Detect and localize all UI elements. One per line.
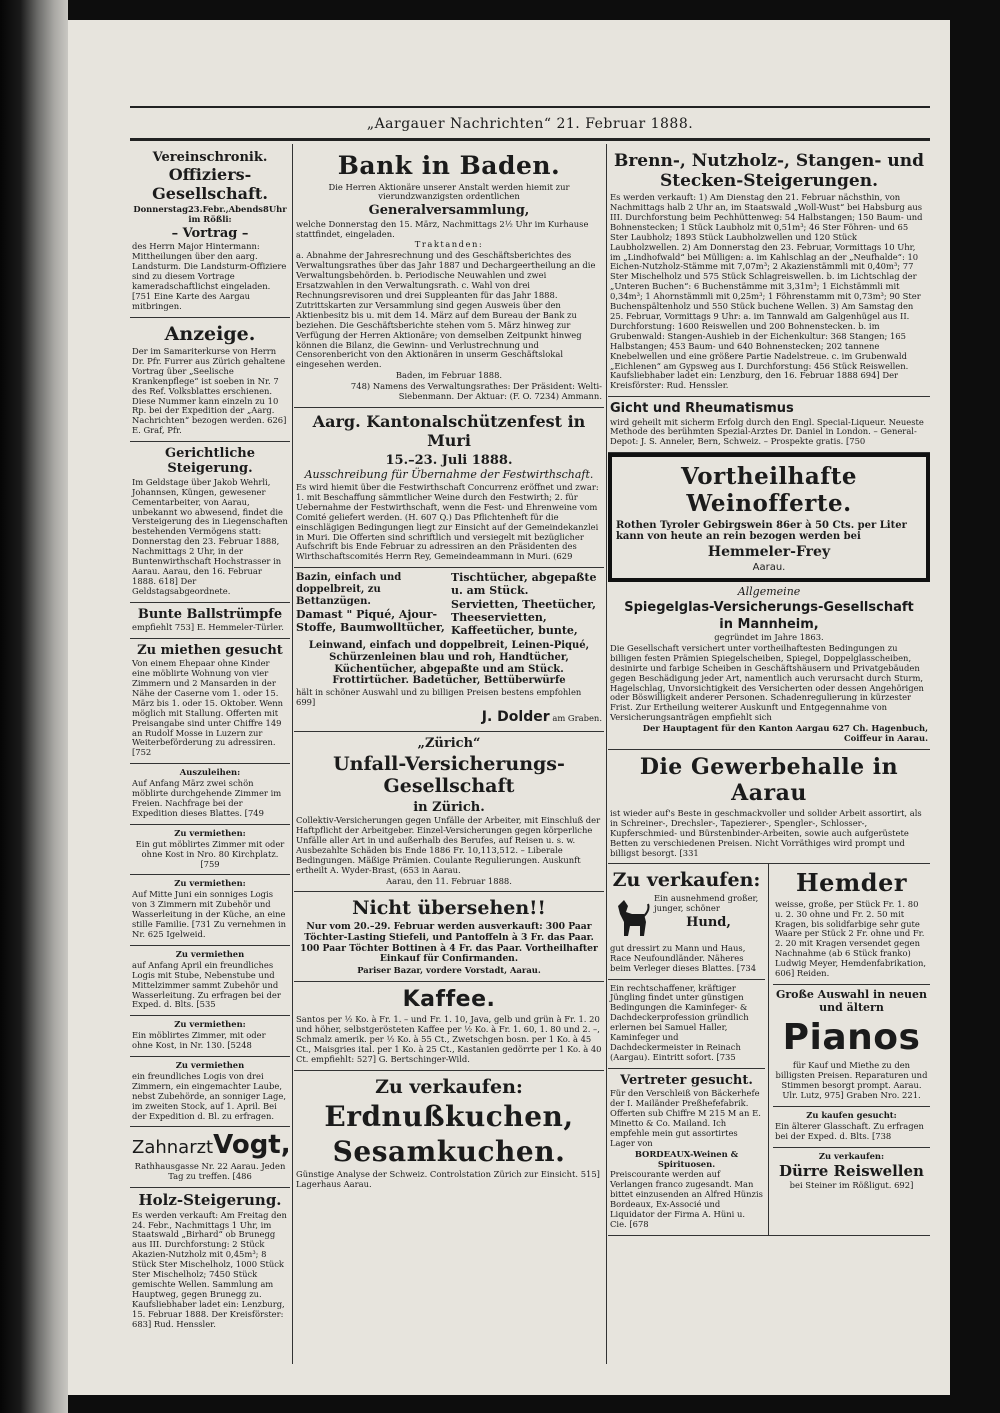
page-header: „Aargauer Nachrichten“ 21. Februar 1888. [366,116,694,132]
ad-text: BORDEAUX-Weinen & Spirituosen. [634,1148,739,1169]
ad-text: a. Abnahme der Jahresrechnung und des Geschäftsberichtes des Verwaltungsrathes über das Jahr 1887 und Dechargeertheilung an die Verwaltungsbehörden. b. Periodische Neuwahlen und zwei Ersatzwahlen in den Verwaltungsrath. c. Wahl von drei Rechnungsrevisoren und drei Suppleanten für das Jahr 1888. Zutrittskarten zur Versammlung sind gegen Ausweis über den Aktienbesitz bis u. mit dem 14. März auf dem Bureau der Bank zu beziehen. Die Geschäftsberichte stehen vom 5. März hinweg zur Verfügung der Herren Aktionäre; von demselben Zeitpunkt hinweg können die Bilanz, die Gewinn- und Verlustrechnung und Censorenbericht von den Aktionären in unserm Geschäftslokal eingesehen werden. [296,250,596,370]
ad-text: Es wird hiemit über die Festwirthschaft Concurrenz eröffnet und zwar: 1. mit Beschaffung sämmtlicher Weine durch den Festwirth; 2. für Uebernahme der Festwirthschaft, wenn die Fest- und Ehrenweine vom Comité geliefert werden. (H. 607 Q.) Das Pflichtenheft für die einschlägigen Bedingungen liegt zur Einsicht auf der Gemeindekanzlei in Muri. Die Offerten sind schriftlich und versiegelt mit bezüglicher Aufschrift bis Ende Februar zu adressiren an den Präsidenten des Wirthschaftscomités Herrn Rey, Gemeindeammann in Muri. (629 [296,482,599,562]
ad-heading: Zu vermiethen: [174,878,246,889]
ad-text: gut dressirt zu Mann und Haus, Race Neufoundländer. Näheres beim Verleger dieses Blattes. [734 [610,942,757,973]
ad-heading: Sesamkuchen. [332,1135,566,1169]
ad-erdnusskuchen [294,1071,604,1195]
ad-heading: Hemder [795,868,908,898]
ad-text: Preiscourante werden auf Verlangen franco zugesandt. Man bittet einzusenden an Alfred Hünzis Bordeaux, Ex-Associé und Liquidator der Firma A. Hüni u. Cie. [678 [610,1169,763,1229]
ad-zu-vermiethen-2 [130,875,290,945]
ad-text: Damast " Piqué, Ajour-Stoffe, Baumwolltücher, [296,607,445,634]
ad-text: Es werden verkauft: Am Freitag den 24. Febr., Nachmittags 1 Uhr, im Staatswald „Birhard“ ob Brunegg aus III. Durchforstung: 2 Stück Akazien-Nutzholz mit 0,45m³; 8 Stück Ster Mischelholz, 1000 Stück Ster Mischelholz; 7450 Stück gemischte Wellen. Sammlung am Hauptweg, gegen Brunegg zu. Kaufsliebhaber ladet ein: Lenzburg, 15. Februar 1888. Der Kreisförster: 683] Rud. Henssler. [132,1209,287,1329]
ad-text: Baden, im Februar 1888. [395,370,503,381]
ad-heading: Spiegelglas-Versicherungs-Gesellschaft [624,600,914,616]
ad-text: am Graben. [552,713,602,724]
ad-name: J. Dolder [481,709,550,726]
ad-text: welche Donnerstag den 15. März, Nachmittags 2½ Uhr im Kurhause stattfindet, eingeladen. [296,218,589,239]
ad-text: Aarau. [752,561,786,573]
ad-heading: Vertreter gesucht. [620,1072,753,1088]
ad-holz-steigerung [130,1188,290,1335]
ad-text: Ein gut möblirtes Zimmer mit oder ohne Kost in Nro. 80 Kirchplatz. [759 [135,838,285,869]
ad-nicht-uebersehen [294,892,604,982]
ad-gerichtliche-steigerung [130,442,290,603]
ad-heading: Gerichtliche Steigerung. [164,446,256,477]
ad-dolder-textiles [294,568,604,731]
ad-text: des Herrn Major Hintermann: Mittheilungen über den aarg. Landsturm. Die Landsturm-Offiziere sind zu diesem Vortrage kameradschaftlichst eingeladen. [751 Eine Karte des Aargau mitbringen. [132,241,287,311]
column-left [130,146,290,1335]
ad-heading: Bank in Baden. [337,151,561,180]
ad-anzeige [130,318,290,443]
ad-hund [608,864,765,979]
ad-text: Ein älterer Glasschaft. Zu erfragen bei der Exped. d. Blts. [738 [775,1120,924,1141]
ad-heading: Pianos [782,1016,921,1058]
ad-holzsteigerungen [608,146,930,397]
ad-text: Ein möblirtes Zimmer, mit oder ohne Kost, in Nr. 130. [5248 [132,1030,266,1051]
ad-heading: Zahnarzt [132,1137,214,1159]
ad-heading: „Zürich“ [417,735,481,751]
ad-heading: Hund, [686,914,731,930]
ad-heading: Holz-Steigerung. [138,1190,282,1209]
ad-pianos [773,985,930,1107]
ad-gicht-rheumatismus [608,397,930,453]
ad-zu-vermiethen-1 [130,825,290,876]
ad-zuerich-unfall [294,732,604,893]
ad-heading: Aarg. Kantonalschützenfest in Muri [312,411,586,450]
ad-heading: Bunte Ballstrümpfe [137,606,283,622]
ad-gewerbehalle [608,750,930,864]
ad-text: für Kauf und Miethe zu den billigsten Preisen. Reparaturen und Stimmen besorgt prompt. Aarau. Ulr. Lutz, 975] Graben Nro. 221. [775,1060,928,1101]
ad-text: Bazin, einfach und doppelbreit, zu Bettanzügen. [296,572,402,607]
ad-heading: Zu miethen gesucht [137,642,283,658]
dog-illustration-icon [610,896,650,944]
ad-text: Auf Mitte Juni ein sonniges Logis von 3 Zimmern mit Zubehör und Wasserleitung in der Küche, an eine stille Familie. [731 Zu vernehmen in Nr. 625 Igelweid. [132,889,287,939]
column-middle [294,146,604,1195]
header-rule [130,138,930,141]
ad-heading: Kaffee. [402,987,496,1013]
column-divider [606,144,607,1364]
ad-heading: Zu verkaufen: [375,1075,523,1098]
ad-heading: Generalversammlung, [368,203,530,219]
book-binding-edge [0,0,68,1413]
ad-text: Im Geldstage über Jakob Wehrli, Johannsen, Küngen, gewesener Cementarbeiter, von Aarau, unbekannt wo abwesend, findet die Versteigerung des in Liegenschaften bestehenden Vermögens statt: Donnerstag den 23. Februar 1888, Nachmittags 2 Uhr, in der Buntenwirthschaft Hochstrasser in Aarau. Aarau, den 16. Februar 1888. 618] Der Geldstagsabgeordnete. [132,476,288,596]
ad-subheading: Traktanden: [414,239,484,250]
ad-heading: Vogt, [213,1130,291,1161]
ad-heading: Anzeige. [164,322,256,345]
ad-hemder [773,864,930,985]
ad-heading: Zu verkaufen: [818,1150,885,1161]
ad-text: bei Steiner im Rößligut. 692] [789,1180,914,1191]
newspaper-page [68,20,950,1395]
ad-text: Nur vom 20.–29. Februar werden ausverkauft: 300 Paar Töchter-Lasting Stiefeli, und Pantoffeln à 3 Fr. das Paar. 100 Paar Töchter Bottinen à 4 Fr. das Paar. Vortheilhafter Einkauf für Confirmanden. [300,920,598,965]
ad-auszuleihen [130,764,290,825]
ad-kaminfeger [608,980,765,1069]
ad-text: Rothen Tyroler Gebirgswein 86er à 50 Cts. per Liter kann von heute an rein bezogen werden bei [616,519,907,543]
ad-vereinschronik [130,146,290,318]
ad-kantonalschuetzenfest [294,408,604,568]
column-divider [292,144,293,1364]
ad-heading: Unfall-Versicherungs-Gesellschaft [333,752,565,798]
ad-vertreter [608,1069,765,1235]
ad-bank-in-baden [294,146,604,408]
ad-glasschaft [773,1107,930,1148]
ad-text: Es werden verkauft: 1) Am Dienstag den 21. Februar nächsthin, von Nachmittags halb 2 Uhr an, im Staatswald „Woll-Wust“ bei Habsburg aus III. Durchforstung beim Pechhüttenweg: 54 Halbstangen; 150 Baum- und Bohnenstecken; 1 Stück Laubholz mit 0,51m³; 46 Ster Föhren- und 65 Ster Laubholz; 1893 Stück Laubholzwellen und 120 Stück Laubholzwellen. 2) Am Donnerstag den 23. Februar, Vormittags 10 Uhr, im „Lindhofwald“ bei Mülligen: a. im Kahlschlag an der „Neufhalde“: 10 Eichen-Nutzholz-Stämme mit 7,07m³; 2 Akazienstämmli mit 0,40m³; 77 Ster Mischelholz und 575 Stück Schlagreiswellen. b. im Lichtschlag der „Unteren Buchen“: 6 Buchenstämme mit 3,31m³; 1 Eichstämmli mit 0,34m³; 1 Ahornstämmli mit 0,25m³; 1 Föhrenstamm mit 0,73m³; 90 Ster Buchenspältenholz und 550 Stück buchene Wellen. 3) Am Samstag den 25. Februar, Vormittags 9 Uhr: a. im Tannwald am Galgenhügel aus II. Durchforstung: 1600 Reiswellen und 200 Bohnenstecken. b. im Grubenwald: Stangen-Aushieb in der Eichenkultur: 368 Stangen; 165 Halbstangen; 453 Baum- und 640 Bohnenstecken; 202 tannene Knebelwellen und eine größere Partie Nadelstreue. c. im Grubenwald „Eichlenen“ am Gypsweg aus I. Durchforstung: 456 Stück Reiswellen. Kaufsliebhaber ladet ein: Lenzburg, den 16. Februar 1888 694] Der Kreisförster: Rud. Henssler. [610,192,923,391]
ad-text: ist wieder auf's Beste in geschmackvoller und solider Arbeit assortirt, als in Schreiner-, Drechsler-, Tapezierer-, Spengler-, Schlosser-, Kupferschmied- und Bürstenbinder-Arbeiten, sowie auch aufgerüstete Betten zu verschiedenen Preisen. Nicht Vorräthiges wird prompt und billigst besorgt. [331 [610,807,922,858]
ad-heading: Erdnußkuchen, [324,1100,574,1134]
ad-weinofferte [608,453,930,582]
ad-heading: Zu verkaufen: [612,869,761,892]
ad-signature: 748) Namens des Verwaltungsrathes: Der Präsident: Welti-Siebenmann. Der Aktuar: (F. O. 7234) Ammann. [350,381,602,402]
ad-zu-miethen-gesucht [130,639,290,764]
ad-text: Der im Samariterkurse von Herrn Dr. Pfr. Furrer aus Zürich gehaltene Vortrag über „Seelische Krankenpflege“ ist soeben in Nr. 7 des Ref. Volksblattes erschienen. Diese Nummer kann einzeln zu 10 Rp. bei der Expedition der „Aarg. Nachrichten“ bezogen werden. 626] E. Graf, Pfr. [132,345,287,436]
ad-zahnarzt [130,1127,290,1187]
ad-heading: Zu vermiethen [175,1060,245,1071]
ad-heading: in Zürich. [413,799,485,815]
ad-ballstruempfe [130,603,290,639]
ad-text: Von einem Ehepaar ohne Kinder eine möblirte Wohnung von vier Zimmern und 2 Mansarden in der Nähe der Caserne vom 1. oder 15. März bis 1. oder 15. Oktober. Wenn möglich mit Stallung. Offerten mit Preisangabe sind unter Chiffre 149 an Rudolf Mosse in Luzern zur Weiterbeförderung zu adressiren. [752 [132,658,284,758]
ad-heading: Zu vermiethen: [174,1019,246,1030]
ad-heading: Offiziers-Gesellschaft. [152,165,268,204]
ad-text: Ein ausnehmend großer, junger, schöner [654,892,759,913]
ad-heading: Zu vermiethen: [174,827,246,838]
ad-heading: Vortheilhafte Weinofferte. [681,463,857,518]
ad-text: Ein rechtschaffener, kräftiger Jüngling findet unter günstigen Bedingungen die Kaminfeger- & Dachdeckerprofession gründlich erlernen bei Samuel Haller, Kaminfeger und Dachdeckermeister in Reinach (Aargau). Eintritt sofort. [735 [610,982,749,1062]
ad-heading: Zu kaufen gesucht: [806,1110,897,1121]
ad-heading: Brenn-, Nutzholz-, Stangen- und Stecken-Steigerungen. [613,151,924,192]
ad-heading: Gicht und Rheumatismus [610,401,794,417]
ad-text: Die Gesellschaft versichert unter vortheilhaftesten Bedingungen zu billigen festen Prämien Spiegelscheiben, Spiegel, Doppelglasscheiben, desinirte und farbige Scheiben in Geschäftshäusern und Privatgebäuden gegen Beschädigung jeder Art, namentlich auch verursacht durch Sturm, Hagelschlag, Unvorsichtigkeit des Versicherten oder dessen Angehörigen oder Böswilligkeit anderer Personen. Schadenregulierung in kürzester Frist. Zur Ertheilung weiterer Auskunft und Entgegennahme von Versicherungsanträgen empfiehlt sich [610,642,924,723]
ad-name: Hemmeler-Frey [707,544,831,561]
ad-heading: Auszuleihen: [179,767,241,778]
ad-heading: 15.–23. Juli 1888. [385,452,513,468]
ad-heading: – Vortrag – [171,225,249,241]
ad-heading: Vereinschronik. [152,150,268,165]
ad-kaffee [294,982,604,1070]
ad-text: ein freundliches Logis von drei Zimmern, ein eingemachter Laube, nebst Zubehörde, an sonniger Lage, im zweiten Stock, auf 1. April. Bei der Expedition d. Bl. zu erfragen. [132,1070,287,1121]
ad-text: Leinwand, einfach und doppelbreit, Leinen-Piqué, Schürzenleinen blau und roh, Handtücher, Küchentücher, abgepaßte und am Stück. Frottirtücher. Badetücher, Bettüberwürfe [308,640,590,687]
column-right [608,146,930,1236]
ad-text: Günstige Analyse der Schweiz. Controlstation Zürich zur Einsicht. 515] Lagerhaus Aarau. [296,1169,600,1190]
top-rule [130,106,930,108]
ad-heading: Nicht übersehen!! [352,897,546,920]
ad-heading: Dürre Reiswellen [779,1161,924,1180]
ad-text: empfiehlt 753] E. Hemmeler-Türler. [132,621,284,632]
ad-zu-vermiethen-4 [130,1016,290,1057]
ad-text: gegründet im Jahre 1863. [714,632,824,643]
ad-text: Santos per ½ Ko. à Fr. 1. – und Fr. 1. 10, Java, gelb und grün à Fr. 1. 20 und höher, selbstgerösteten Kaffee per ½ Ko. à Fr. 1. 60, 1. 80 und 2. –, Schmalz amerik. per ½ Ko. à 55 Ct., Zwetschgen bosn. per 1 Ko. à 45 Ct., Maisgries ital. per 1 Ko. à 25 Ct., Kastanien gedörrte per 1 Ko. à 40 Ct. empfiehlt: 527] G. Bertschinger-Wild. [296,1014,602,1064]
ad-heading: Zu vermiethen [175,948,245,959]
ad-text: Rathhausgasse Nr. 22 Aarau. Jeden Tag zu treffen. [486 [134,1161,286,1182]
ad-text: Die Herren Aktionäre unserer Anstalt werden hiemit zur vierundzwanzigsten ordentlichen [328,181,570,202]
ad-text: Tischtücher, abgepaßte u. am Stück. [451,571,597,598]
ad-heading: in Mannheim, [719,616,819,632]
ad-text: auf Anfang April ein freundliches Logis mit Stube, Nebenstube und Mittelzimmer sammt Zubehör und Wasserleitung. Zu erfragen bei der Exped. d. Blts. [535 [132,959,281,1010]
ad-text: Collektiv-Versicherungen gegen Unfälle der Arbeiter, mit Einschluß der Haftpflicht der Arbeitgeber. Einzel-Versicherungen gegen körperliche Unfälle aller Art in und außerhalb des Berufes, auf Reisen u. s. w. Ausbezahlte Schäden bis Ende 1886 Fr. 10,113,512. – Liberale Bedingungen. Mäßige Prämien. Coulante Regulierungen. Auskunft ertheilt A. Wyder-Brast, (653 in Aarau. [296,815,601,875]
ad-text: Pariser Bazar, vordere Vorstadt, Aarau. [357,965,541,976]
ad-spiegelglas [608,582,930,750]
ad-date: Donnerstag23.Febr.,Abends8Uhr im Rößli: [133,204,287,224]
ad-reiswellen [773,1148,930,1197]
ad-zu-vermiethen-3 [130,946,290,1016]
ad-text: wird geheilt mit sicherm Erfolg durch den Engl. Special-Liqueur. Neueste Methode des berühmten Spezial-Arztes Dr. Daniel in London. – General-Depot: J. S. Anneler, Bern, Schweiz. – Prospekte gratis. [750 [610,416,924,447]
ad-text: Für den Verschleiß von Bäckerhefe der I. Mailänder Preßhefefabrik. Offerten sub Chiffre M 215 M an E. Minetto & Co. Mailand. Ich empfehle mein gut assortirtes Lager von [610,1088,761,1148]
ad-text: hält in schöner Auswahl und zu billigen Preisen bestens empfohlen 699] [296,687,582,708]
ad-text: weisse, große, per Stück Fr. 1. 80 u. 2. 30 ohne und Fr. 2. 50 mit Kragen, bis solidfarbige sehr gute Waare per Stück 2 Fr. ohne und Fr. 2. 20 mit Kragen versendet gegen Nachnahme (ab 6 Stück franko) Ludwig Meyer, Hemdenfabrikation, 606] Reiden. [775,898,927,979]
ad-text: Servietten, Theetücher, Theeservietten, Kaffeetücher, bunte, [451,598,596,638]
ad-heading: Die Gewerbehalle in Aarau [639,754,899,806]
ad-zu-vermiethen-5 [130,1057,290,1127]
ad-subheading: Ausschreibung für Übernahme der Festwirthschaft. [304,468,594,482]
ad-text: Aarau, den 11. Februar 1888. [386,875,512,886]
ad-signature: Der Hauptagent für den Kanton Aargau 627 Ch. Hagenbuch, Coiffeur in Aarau. [642,723,928,744]
ad-text: Große Auswahl in neuen und ältern [775,988,928,1014]
ad-text: Allgemeine [737,585,801,599]
ad-text: Auf Anfang März zwei schön möblirte durchgehende Zimmer im Freien. Nachfrage bei der Expedition dieses Blattes. [749 [132,778,282,818]
